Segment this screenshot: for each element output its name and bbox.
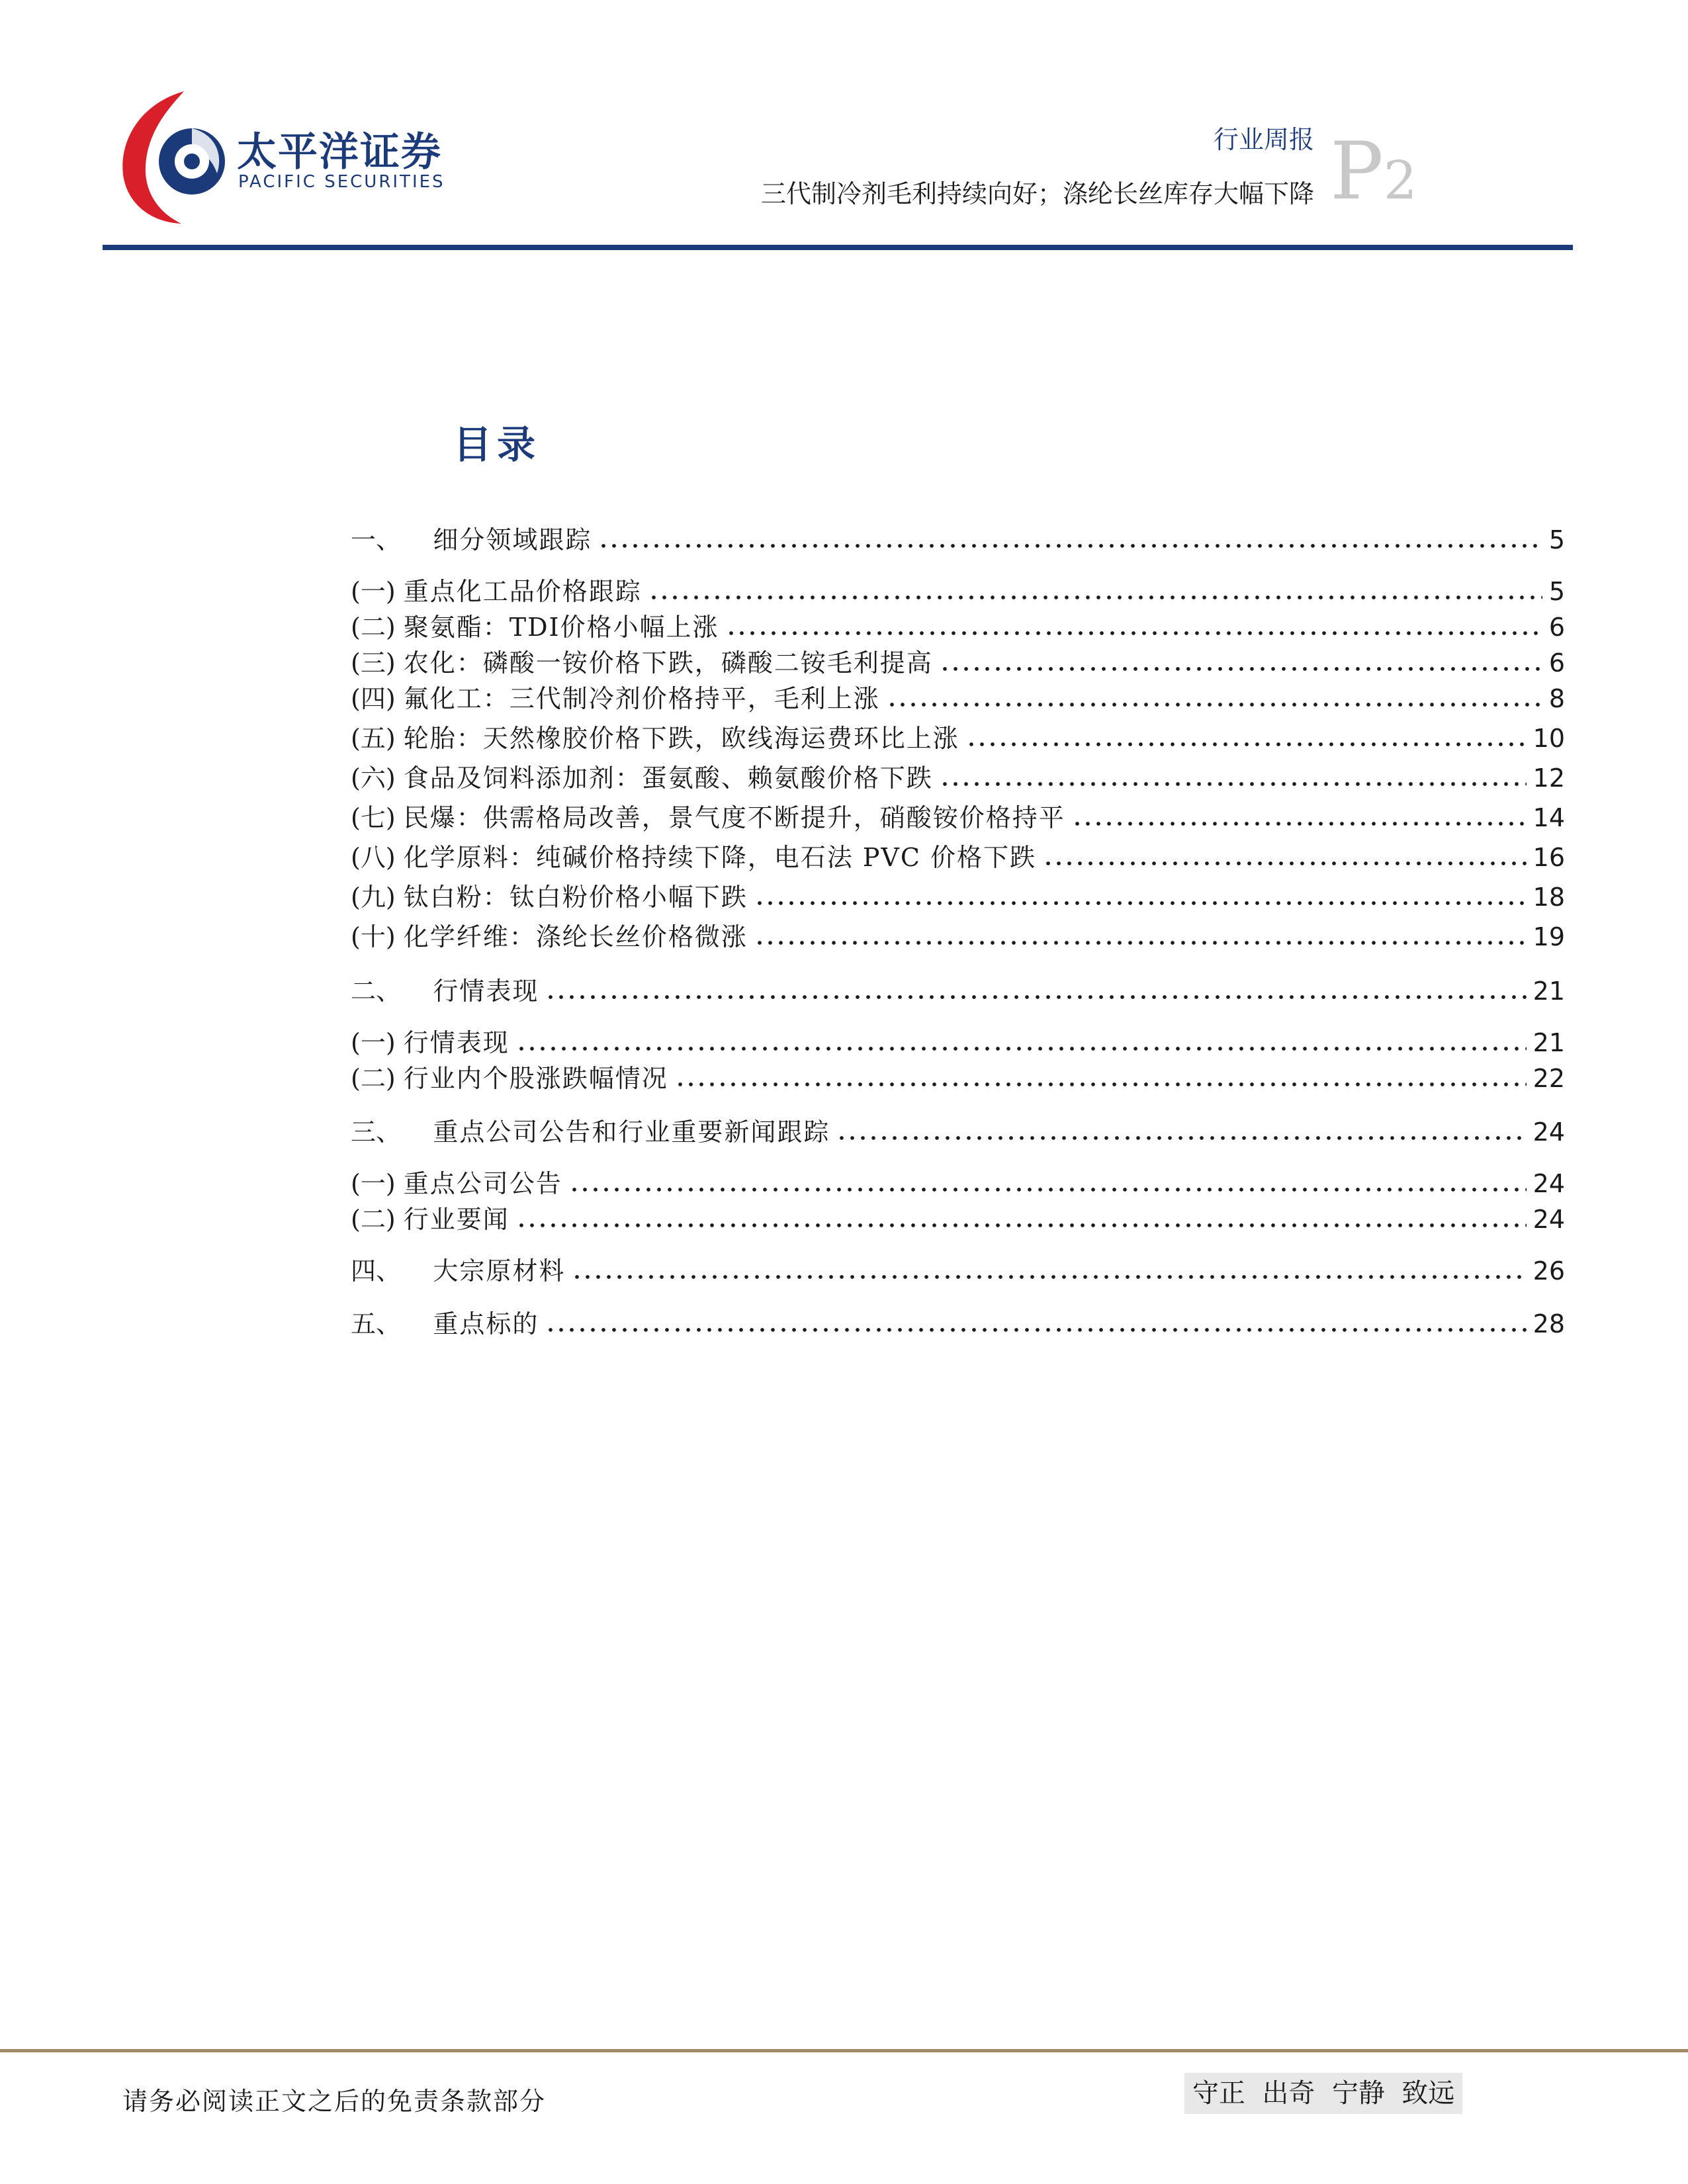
toc-entry-number: (九): [351, 883, 404, 912]
toc-entry[interactable]: [351, 1061, 1565, 1096]
toc-entry-title: 化学原料：纯碱价格持续下降，电石法 PVC 价格下跌: [403, 843, 1036, 872]
toc-entry-title: 重点公司公告: [403, 1169, 562, 1198]
toc-entry[interactable]: [351, 1254, 1565, 1288]
toc-dot-leader: [516, 1223, 1527, 1227]
toc-entry[interactable]: [351, 880, 1565, 914]
toc-entry-title: 化学纤维：涤纶长丝价格微涨: [403, 922, 748, 951]
toc-entry-page: 16: [1533, 843, 1565, 872]
toc-dot-leader: [545, 1328, 1526, 1332]
footer-disclaimer: 请务必阅读正文之后的免责条款部分: [122, 2087, 547, 2116]
toc-entry[interactable]: [351, 1202, 1565, 1237]
toc-entry-page: 5: [1548, 577, 1565, 606]
toc-dot-leader: [726, 631, 1542, 635]
toc-entry[interactable]: [351, 1115, 1565, 1149]
toc-entry[interactable]: [351, 523, 1565, 557]
page-prefix: P: [1330, 126, 1384, 218]
toc-dot-leader: [887, 703, 1542, 707]
toc-dot-leader: [648, 595, 1542, 599]
toc-entry[interactable]: [351, 574, 1565, 609]
toc-entry-number: (二): [351, 1064, 404, 1093]
company-logo: [118, 87, 462, 226]
toc-entry-number: 一、: [351, 525, 433, 554]
toc-entry-number: (三): [351, 648, 404, 677]
toc-entry-page: 21: [1533, 1028, 1565, 1057]
toc-entry-title: 大宗原材料: [433, 1256, 566, 1286]
toc-entry-page: 21: [1533, 977, 1565, 1006]
toc-entry[interactable]: [351, 761, 1565, 795]
toc-entry-title: 行情表现: [433, 977, 539, 1006]
toc-entry-page: 6: [1548, 648, 1565, 677]
toc-dot-leader: [675, 1082, 1527, 1086]
toc-dot-leader: [1072, 822, 1527, 826]
toc-dot-leader: [966, 742, 1527, 746]
report-title: 三代制冷剂毛利持续向好；涤纶长丝库存大幅下降: [760, 179, 1314, 208]
toc-entry-title: 氟化工：三代制冷剂价格持平，毛利上涨: [403, 684, 880, 713]
toc-entry-number: 二、: [351, 977, 433, 1006]
toc-entry-number: 四、: [351, 1256, 433, 1286]
toc-entry-title: 重点化工品价格跟踪: [403, 577, 642, 606]
footer-motto: 守正 出奇 宁静 致远: [1184, 2073, 1462, 2114]
toc-entry-title: 行业内个股涨跌幅情况: [403, 1064, 668, 1093]
toc-entry[interactable]: [351, 974, 1565, 1008]
page-number: 2: [1383, 150, 1417, 211]
toc-entry-title: 行业要闻: [403, 1205, 510, 1234]
toc-dot-leader: [598, 544, 1542, 548]
toc-dot-leader: [1043, 861, 1527, 865]
footer-divider: [0, 2049, 1688, 2052]
toc-entry-title: 食品及饲料添加剂：蛋氨酸、赖氨酸价格下跌: [403, 764, 933, 793]
report-type: 行业周报: [1213, 125, 1314, 154]
toc-entry-number: (六): [351, 764, 404, 793]
toc-entry-number: (五): [351, 724, 404, 753]
toc-dot-leader: [836, 1136, 1526, 1140]
toc-entry-title: 细分领域跟踪: [433, 525, 592, 554]
toc-entry[interactable]: [351, 840, 1565, 875]
toc-dot-leader: [545, 995, 1526, 999]
logo-company-name-cn: 太平洋证券: [237, 129, 442, 175]
toc-dot-leader: [569, 1188, 1527, 1192]
toc-entry-page: 6: [1548, 613, 1565, 642]
toc-entry-title: 轮胎：天然橡胶价格下跌，欧线海运费环比上涨: [403, 724, 959, 753]
toc-entry-page: 5: [1548, 525, 1565, 554]
toc-dot-leader: [940, 667, 1542, 671]
toc-dot-leader: [754, 901, 1527, 905]
toc-entry[interactable]: [351, 1166, 1565, 1201]
toc-entry-number: (二): [351, 1205, 404, 1234]
toc-entry-number: (二): [351, 613, 404, 642]
toc-dot-leader: [572, 1275, 1526, 1279]
toc-entry-number: (七): [351, 803, 404, 832]
toc-entry-number: (一): [351, 1169, 404, 1198]
toc-entry[interactable]: [351, 646, 1565, 680]
logo-company-name-en: PACIFIC SECURITIES: [238, 172, 445, 192]
toc-entry-number: (八): [351, 843, 404, 872]
toc-entry[interactable]: [351, 721, 1565, 756]
toc-entry-number: (十): [351, 922, 404, 951]
toc-entry-page: 18: [1533, 883, 1565, 912]
toc-entry[interactable]: [351, 1026, 1565, 1060]
toc-entry-number: 五、: [351, 1309, 433, 1338]
toc-entry-number: (一): [351, 1028, 404, 1057]
toc-entry-page: 12: [1533, 764, 1565, 793]
toc-dot-leader: [940, 782, 1527, 786]
toc-entry[interactable]: [351, 801, 1565, 835]
header-divider: [103, 245, 1573, 250]
toc-entry-page: 24: [1533, 1117, 1565, 1147]
toc-entry-page: 24: [1533, 1205, 1565, 1234]
toc-entry-title: 聚氨酯：TDI价格小幅上涨: [403, 613, 719, 642]
toc-entry-page: 22: [1533, 1064, 1565, 1093]
toc-dot-leader: [516, 1047, 1527, 1051]
toc-entry-title: 民爆：供需格局改善，景气度不断提升，硝酸铵价格持平: [403, 803, 1065, 832]
toc-entry-number: (四): [351, 684, 404, 713]
toc-entry-page: 8: [1548, 684, 1565, 713]
toc-dot-leader: [754, 941, 1527, 945]
toc-entry-title: 行情表现: [403, 1028, 510, 1057]
toc-entry[interactable]: [351, 1307, 1565, 1341]
toc-entry-page: 24: [1533, 1169, 1565, 1198]
toc-entry-page: 10: [1533, 724, 1565, 753]
toc-entry-page: 26: [1533, 1256, 1565, 1286]
toc-entry-page: 28: [1533, 1309, 1565, 1338]
toc-entry[interactable]: [351, 681, 1565, 716]
toc-entry-page: 14: [1533, 803, 1565, 832]
toc-entry-title: 钛白粉：钛白粉价格小幅下跌: [403, 883, 748, 912]
toc-entry-number: 三、: [351, 1117, 433, 1147]
page-number-badge: [1330, 126, 1417, 218]
logo-emblem-icon: [118, 87, 230, 226]
toc-entry[interactable]: [351, 920, 1565, 954]
toc-entry-title: 农化：磷酸一铵价格下跌，磷酸二铵毛利提高: [403, 648, 933, 677]
toc-entry-number: (一): [351, 577, 404, 606]
toc-entry-title: 重点标的: [433, 1309, 539, 1338]
toc-heading: 目录: [453, 422, 541, 467]
toc-entry[interactable]: [351, 610, 1565, 644]
toc-entry-page: 19: [1533, 922, 1565, 951]
toc-entry-title: 重点公司公告和行业重要新闻跟踪: [433, 1117, 830, 1147]
